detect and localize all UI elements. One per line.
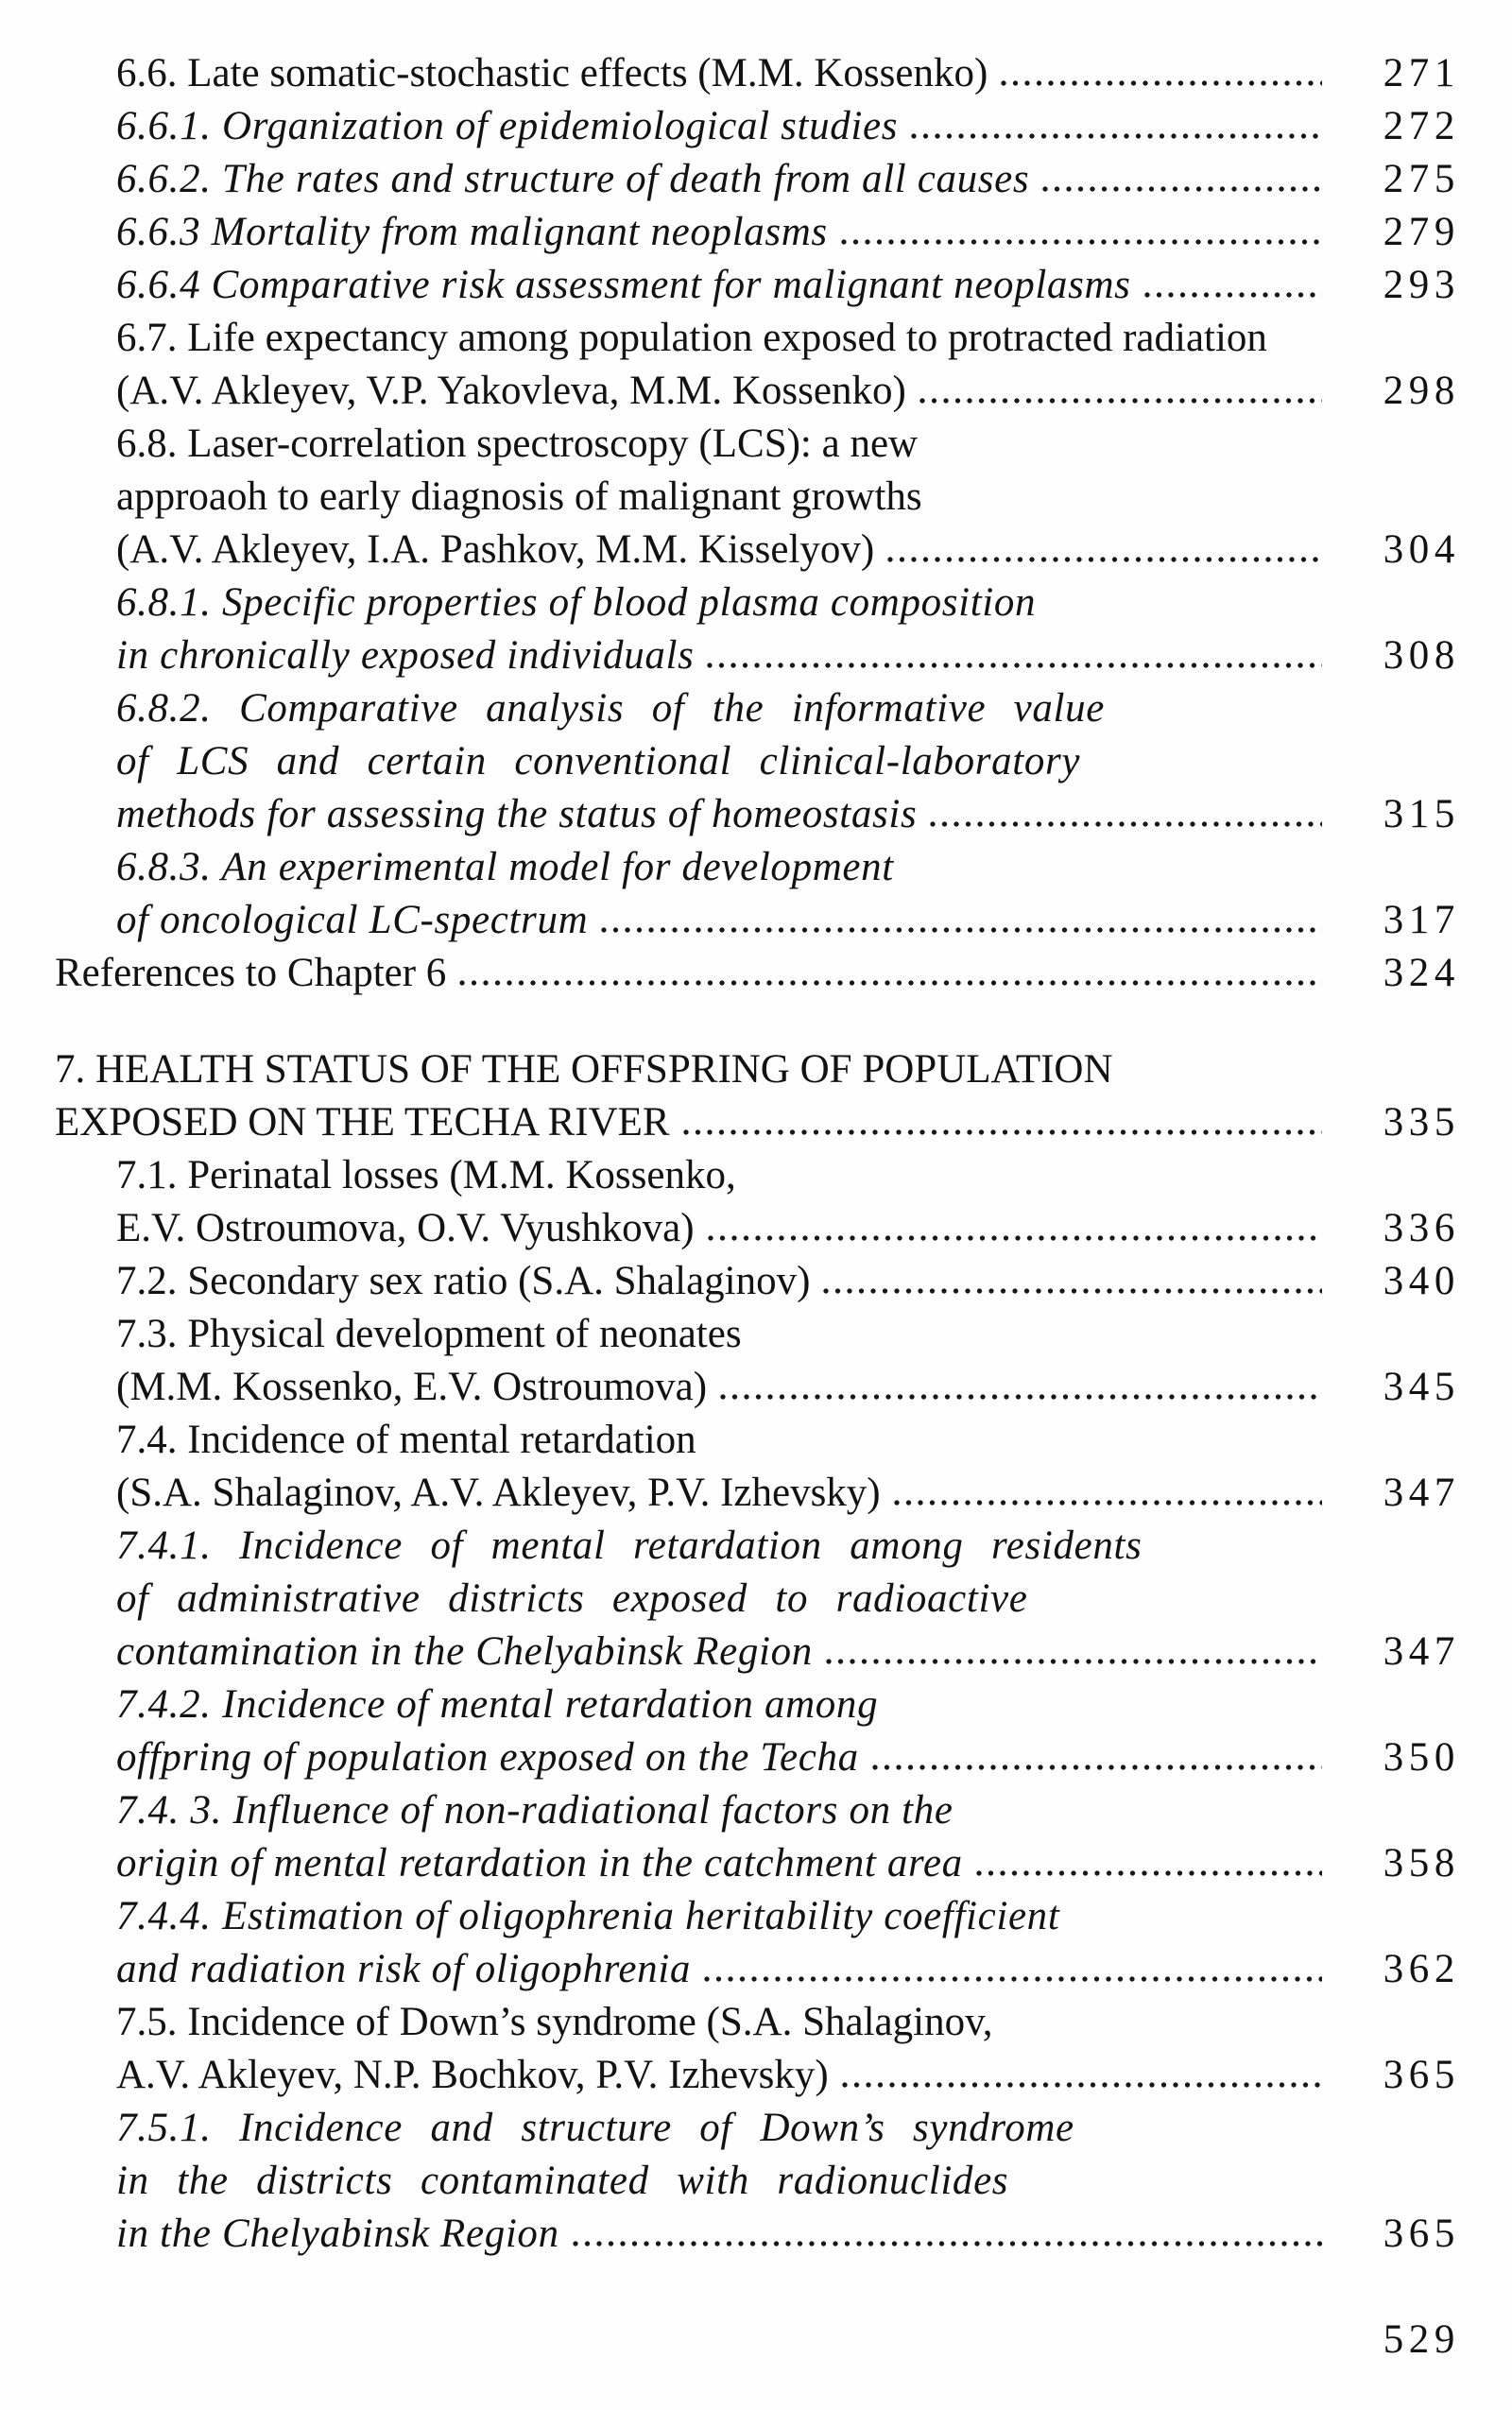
toc-row (55, 682, 1460, 735)
toc-row (55, 1890, 1460, 1943)
toc-row (55, 841, 1460, 894)
toc-row (55, 1308, 1460, 1361)
dot-leader-icon (930, 816, 1322, 827)
toc-list (55, 47, 1460, 2261)
toc-entry-text: methods for assessing the status of homeostasis (116, 792, 918, 836)
dot-leader-icon (823, 1282, 1322, 1294)
toc-entry-text: (M.M. Kossenko, E.V. Ostroumova) (116, 1365, 708, 1409)
dot-leader-icon (601, 921, 1322, 933)
toc-row (55, 312, 1460, 365)
toc-row (55, 1573, 1460, 1626)
toc-row (55, 1520, 1460, 1573)
toc-row (55, 1626, 1460, 1678)
toc-page-number: 336 (1383, 1206, 1460, 1250)
toc-row (55, 947, 1460, 1000)
dot-leader-icon (976, 1865, 1322, 1876)
toc-row (55, 735, 1460, 788)
toc-page-number: 335 (1383, 1100, 1460, 1145)
toc-entry-text: of administrative districts exposed to radioactive (116, 1576, 1028, 1621)
toc-entry-text: 6.6.1. Organization of epidemiological studies (116, 104, 899, 148)
toc-row (55, 1043, 1460, 1096)
toc-row (55, 153, 1460, 206)
toc-entry-text: 7.4.4. Estimation of oligophrenia heritability coefficient (116, 1894, 1060, 1938)
toc-page-number: 358 (1383, 1841, 1460, 1885)
toc-page-number: 340 (1383, 1259, 1460, 1303)
toc-entry-text: A.V. Akleyev, N.P. Bochkov, P.V. Izhevsky) (116, 2053, 829, 2097)
toc-page-number: 317 (1383, 898, 1460, 942)
toc-entry-text: in chronically exposed individuals (116, 633, 695, 678)
dot-leader-icon (1001, 75, 1322, 86)
toc-row (55, 100, 1460, 153)
toc-page-number: 272 (1383, 104, 1460, 148)
toc-row (55, 894, 1460, 947)
dot-leader-icon (1144, 286, 1322, 298)
dot-leader-icon (919, 392, 1322, 404)
toc-row (55, 1731, 1460, 1784)
dot-leader-icon (841, 233, 1322, 245)
toc-row (55, 2208, 1460, 2261)
toc-row (55, 1678, 1460, 1731)
toc-page-number: 304 (1383, 527, 1460, 572)
toc-entry-text: 6.8.1. Specific properties of blood plasma composition (116, 580, 1037, 625)
toc-page-number: 347 (1383, 1471, 1460, 1515)
toc-row (55, 206, 1460, 259)
toc-row (55, 2155, 1460, 2208)
toc-page-number: 293 (1383, 263, 1460, 307)
toc-page-number: 362 (1383, 1947, 1460, 1991)
toc-row (55, 1467, 1460, 1520)
toc-entry-text: E.V. Ostroumova, O.V. Vyushkova) (116, 1206, 695, 1250)
toc-entry-text: offpring of population exposed on the Techa (116, 1735, 859, 1780)
toc-row (55, 629, 1460, 682)
toc-row (55, 1361, 1460, 1414)
dot-leader-icon (683, 1124, 1322, 1135)
toc-row (55, 471, 1460, 524)
toc-row (55, 1149, 1460, 1202)
toc-row (55, 418, 1460, 471)
toc-entry-text: 7.2. Secondary sex ratio (S.A. Shalaginov) (116, 1259, 811, 1303)
toc-row (55, 1837, 1460, 1890)
toc-row (55, 1096, 1460, 1149)
dot-leader-icon (573, 2235, 1322, 2246)
toc-row (55, 524, 1460, 577)
toc-entry-text: 7.5. Incidence of Down’s syndrome (S.A. Shalaginov, (116, 2000, 993, 2044)
dot-leader-icon (1042, 181, 1322, 192)
toc-entry-text: (A.V. Akleyev, I.A. Pashkov, M.M. Kisselyov) (116, 527, 875, 572)
toc-entry-text: 7.1. Perinatal losses (M.M. Kossenko, (116, 1153, 736, 1197)
toc-entry-text: 6.7. Life expectancy among population exposed to protracted radiation (116, 316, 1267, 360)
toc-page-number: 345 (1383, 1365, 1460, 1409)
toc-entry-text: EXPOSED ON THE TECHA RIVER (55, 1100, 670, 1145)
toc-entry-text: 7.4.1. Incidence of mental retardation among residents (116, 1523, 1143, 1568)
toc-page-number: 315 (1383, 792, 1460, 836)
toc-entry-text: in the districts contaminated with radionuclides (116, 2159, 1009, 2203)
toc-row (55, 1202, 1460, 1255)
toc-row (55, 1996, 1460, 2049)
toc-page-number: 365 (1383, 2053, 1460, 2097)
toc-row (55, 1414, 1460, 1467)
toc-row (55, 2102, 1460, 2155)
toc-row (55, 1943, 1460, 1996)
toc-entry-text: 6.6.3 Mortality from malignant neoplasms (116, 210, 828, 254)
toc-entry-text: 7.3. Physical development of neonates (116, 1312, 742, 1356)
toc-page-number: 365 (1383, 2212, 1460, 2256)
toc-page-number: 279 (1383, 210, 1460, 254)
folio-page-number: 529 (1383, 2317, 1460, 2362)
toc-entry-text: 6.8.3. An experimental model for development (116, 845, 894, 889)
toc-page-number: 275 (1383, 157, 1460, 201)
toc-page-number: 347 (1383, 1629, 1460, 1674)
toc-entry-text: contamination in the Chelyabinsk Region (116, 1629, 813, 1674)
toc-entry-text: 6.8. Laser-correlation spectroscopy (LCS): a new (116, 422, 919, 466)
toc-entry-text: References to Chapter 6 (55, 951, 447, 995)
dot-leader-icon (872, 1759, 1322, 1770)
toc-entry-text: 7. HEALTH STATUS OF THE OFFSPRING OF POPULATION (55, 1047, 1113, 1092)
toc-row (55, 47, 1460, 100)
toc-entry-text: 6.6.2. The rates and structure of death from all causes (116, 157, 1030, 201)
toc-entry-text: in the Chelyabinsk Region (116, 2212, 559, 2256)
dot-leader-icon (708, 1230, 1322, 1241)
toc-row (55, 365, 1460, 418)
toc-entry-text: approaoh to early diagnosis of malignant growths (116, 474, 922, 519)
dot-leader-icon (911, 128, 1322, 139)
toc-entry-text: (A.V. Akleyev, V.P. Yakovleva, M.M. Kossenko) (116, 369, 906, 413)
toc-entry-text: and radiation risk of oligophrenia (116, 1947, 692, 1991)
dot-leader-icon (720, 1388, 1322, 1400)
toc-row (55, 1784, 1460, 1837)
toc-entry-text: (S.A. Shalaginov, A.V. Akleyev, P.V. Izhevsky) (116, 1471, 881, 1515)
toc-page-number: 350 (1383, 1735, 1460, 1780)
toc-entry-text: 7.4. Incidence of mental retardation (116, 1418, 696, 1462)
toc-entry-text: of LCS and certain conventional clinical-laboratory (116, 739, 1081, 783)
toc-entry-text: 7.5.1. Incidence and structure of Down’s syndrome (116, 2106, 1074, 2150)
dot-leader-icon (459, 974, 1322, 986)
toc-entry-text: 7.4. 3. Influence of non-radiational factors on the (116, 1788, 954, 1833)
toc-page-number: 324 (1383, 951, 1460, 995)
toc-entry-text: 7.4.2. Incidence of mental retardation among (116, 1682, 879, 1727)
toc-entry-text: 6.6. Late somatic-stochastic effects (M.M. Kossenko) (116, 51, 988, 95)
toc-row (55, 577, 1460, 629)
toc-page-number: 298 (1383, 369, 1460, 413)
toc-entry-text: of oncological LC-spectrum (116, 898, 589, 942)
dot-leader-icon (887, 551, 1322, 562)
toc-row (55, 788, 1460, 841)
toc-entry-text: 6.8.2. Comparative analysis of the informative value (116, 686, 1105, 731)
toc-page-number: 271 (1383, 51, 1460, 95)
toc-row (55, 2049, 1460, 2102)
toc-entry-text: origin of mental retardation in the catchment area (116, 1841, 963, 1885)
dot-leader-icon (842, 2076, 1322, 2088)
dot-leader-icon (826, 1653, 1322, 1664)
dot-leader-icon (707, 657, 1322, 668)
toc-page-number: 308 (1383, 633, 1460, 678)
dot-leader-icon (894, 1494, 1322, 1506)
toc-entry-text: 6.6.4 Comparative risk assessment for malignant neoplasms (116, 263, 1131, 307)
toc-row (55, 259, 1460, 312)
dot-leader-icon (704, 1971, 1322, 1982)
toc-row (55, 1255, 1460, 1308)
